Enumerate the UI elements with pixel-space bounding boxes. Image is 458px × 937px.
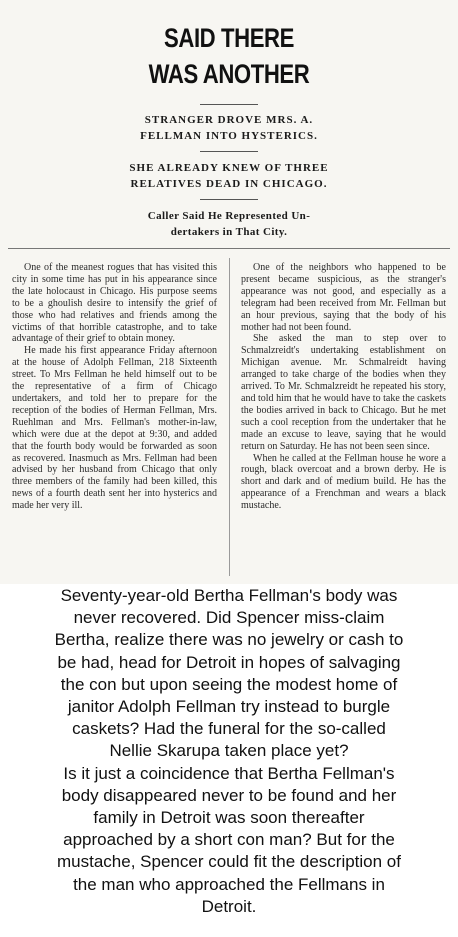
paragraph: One of the meanest rogues that has visited this city in some time has put in his appearance since the late holocaust in Chicago. His purpose seems to be a ghoulish desire to intensify the grief of those who had relatives and friends among the victims of that horrible catastrophe, and to take advantage of their grief to obtain money.: [12, 262, 217, 345]
caption-line: never recovered. Did Spencer miss-claim: [73, 608, 385, 628]
article-column-right: [241, 262, 446, 512]
deck-2-line-1: SHE ALREADY KNEW OF THREE: [129, 162, 329, 174]
caption-line: be had, head for Detroit in hopes of salvaging: [57, 652, 401, 672]
caption-line: janitor Adolph Fellman try instead to burgle: [67, 697, 391, 717]
rule-3: [200, 199, 258, 200]
rule-2: [200, 151, 258, 152]
caption-line: Nellie Skarupa taken place yet?: [109, 741, 349, 761]
paragraph: One of the neighbors who happened to be present became suspicious, as the stranger's appearance was not good, and especially as a telegram had been received from Mr. Fellman but an hour previous, saying that the body of his mother had not been found.: [241, 262, 446, 333]
caption-line: Is it just a coincidence that Bertha Fellman's: [63, 763, 395, 783]
caption-line: mustache, Spencer could fit the description of: [57, 852, 401, 872]
commentary-caption: [0, 585, 458, 918]
caption-line: family in Detroit was soon thereafter: [93, 808, 365, 828]
headline-line-1: SAID THERE: [164, 23, 294, 53]
deck-3-line-1: Caller Said He Represented Un-: [147, 210, 311, 222]
caption-line: the man who approached the Fellmans in: [73, 874, 385, 894]
caption-line: Detroit.: [201, 896, 257, 916]
deck-1-line-1: STRANGER DROVE MRS. A.: [144, 114, 314, 126]
caption-line: body disappeared never to be found and her: [61, 785, 397, 805]
deck-2-line-2: RELATIVES DEAD IN CHICAGO.: [130, 178, 328, 190]
deck-1-line-2: FELLMAN INTO HYSTERICS.: [140, 130, 318, 142]
deck-3-line-2: dertakers in That City.: [170, 226, 288, 238]
caption-line: Bertha, realize there was no jewelry or cash to: [54, 630, 404, 650]
column-divider: [229, 258, 230, 576]
headline-line-2: WAS ANOTHER: [148, 59, 310, 89]
paragraph: He made his first appearance Friday afternoon at the house of Adolph Fellman, 218 Sixteenth street. To Mrs Fellman he held himself out to be the representative of a firm of Chicago undertakers, and told her to prepare for the reception of the bodies of Herman Fellman, Mrs. Ruehlman and Mrs. Fellman's mother-in-law, which were due at the depot at 9:30, and added that the fourth body would be forwarded as soon as recovered. Inasmuch as Mrs. Fellman had been advised by her husband from Chicago that only three members of the family had been killed, this news of a fourth death sent her into hysterics and made her very ill.: [12, 345, 217, 512]
caption-line: the con but upon seeing the modest home of: [60, 674, 398, 694]
paragraph: When he called at the Fellman house he wore a rough, black overcoat and a brown derby. He is short and dark and of medium build. He has the appearance of a Frenchman and wears a black mustache.: [241, 452, 446, 512]
caption-line: caskets? Had the funeral for the so-called: [72, 719, 386, 739]
caption-line: approached by a short con man? But for the: [63, 830, 395, 850]
section-rule: [8, 248, 450, 249]
rule-1: [200, 104, 258, 105]
caption-line: Seventy-year-old Bertha Fellman's body was: [60, 586, 398, 605]
paragraph: She asked the man to step over to Schmalzreidt's undertaking establishment on Michigan avenue. Mr. Schmalreidt having arranged to take charge of the bodies when they arrived. To Mr. Schmalzreidt he repeated his story, and told him that he would have to take the caskets the bodies arrived in back to Chicago. But he met such a cool reception from the undertaker that he made an excuse to leave, saying that he would return on Saturday. He has not been seen since.: [241, 333, 446, 452]
article-column-left: [12, 262, 217, 512]
